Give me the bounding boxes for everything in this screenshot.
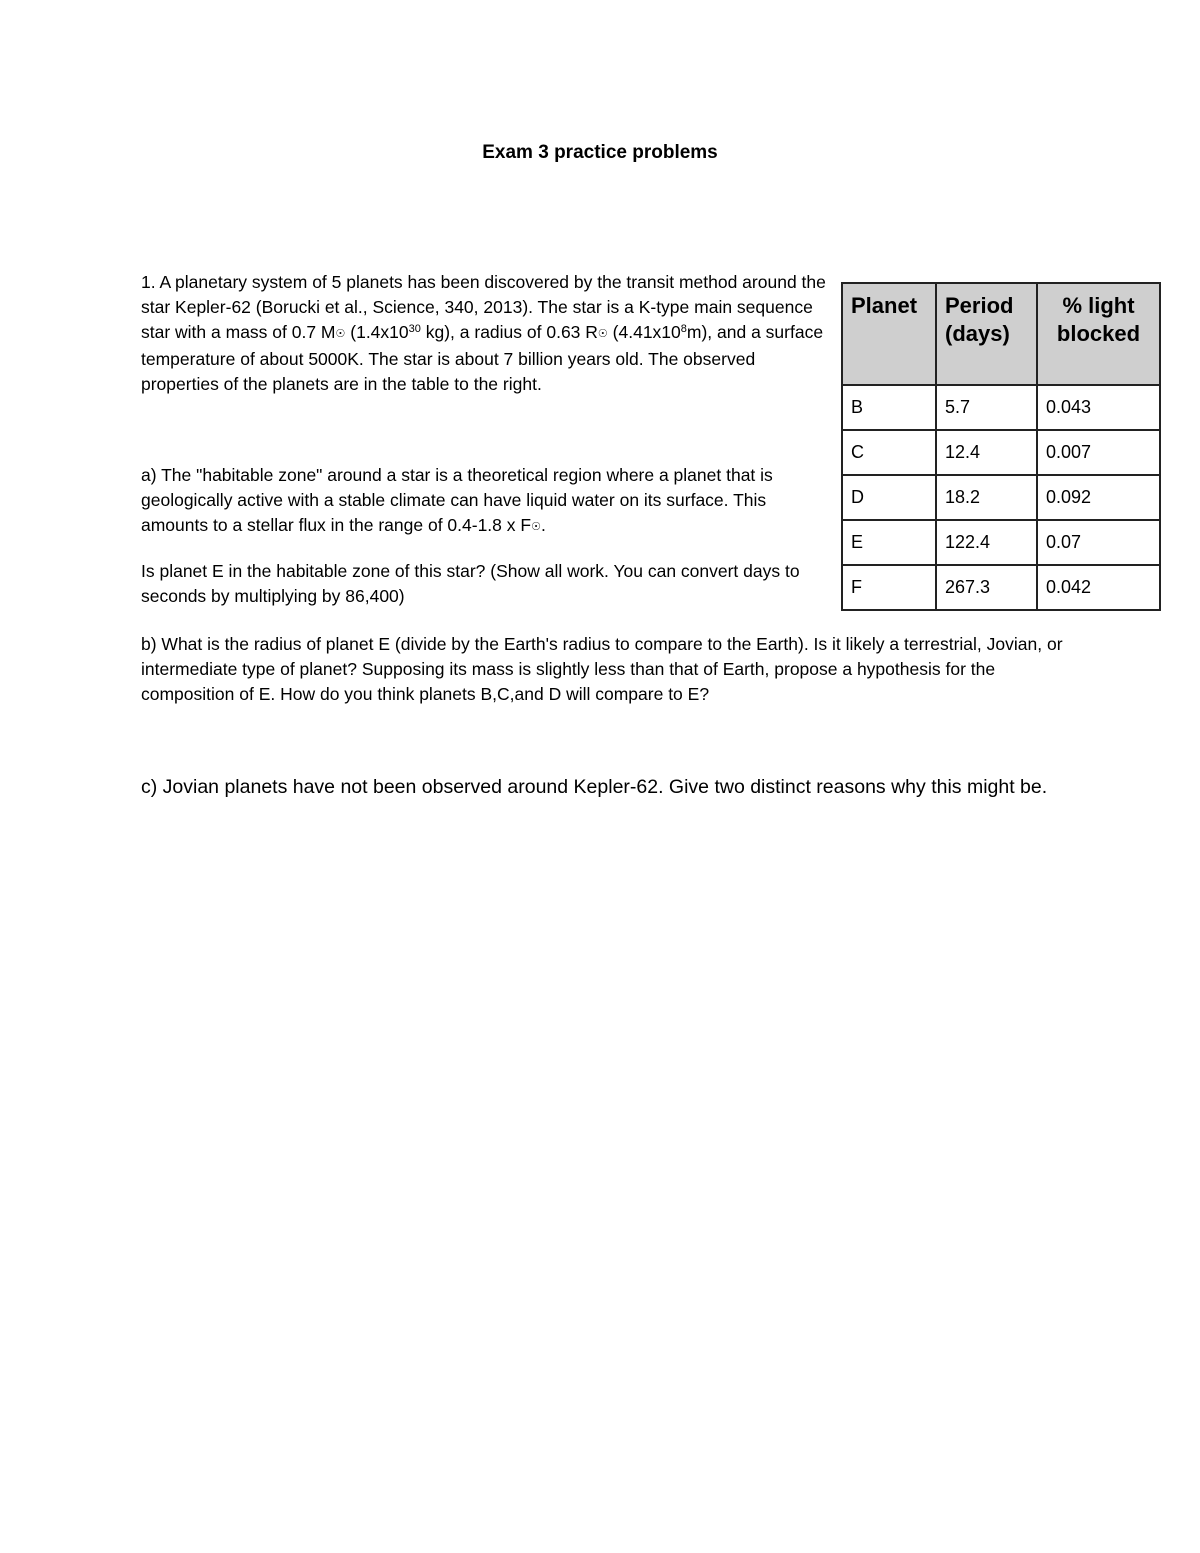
cell-planet: E [842,520,936,565]
header-planet: Planet [842,283,936,385]
table-row [842,565,1160,610]
planet-table [841,282,1161,611]
page-title: Exam 3 practice problems [482,142,718,163]
cell-light: 0.092 [1037,475,1160,520]
header-period: Period (days) [936,283,1037,385]
sun-symbol: ☉ [531,521,541,533]
part-b-text: b) What is the radius of planet E (divide by the Earth's radius to compare to the Earth). Is it likely a terrestrial, Jovian, or intermediate type of planet? Supposing its mass is slightly less than that of Earth, propose a hypothesis for the composition of E. How do you think planets B,C,and D will compare to E? [141,634,1063,704]
cell-light: 0.042 [1037,565,1160,610]
header-light-blocked: % light blocked [1037,283,1160,385]
cell-period: 5.7 [936,385,1037,430]
cell-planet: B [842,385,936,430]
cell-planet: F [842,565,936,610]
table-row [842,430,1160,475]
part-a-question: Is planet E in the habitable zone of this star? (Show all work. You can convert days to seconds by multiplying by 86,400) [141,561,800,606]
cell-period: 267.3 [936,565,1037,610]
cell-planet: D [842,475,936,520]
cell-period: 18.2 [936,475,1037,520]
table-row [842,520,1160,565]
cell-light: 0.043 [1037,385,1160,430]
part-a-text: a) The "habitable zone" around a star is a theoretical region where a planet that is geologically active with a stable climate can have liquid water on its surface. This amounts to a stellar flux in the range of 0.4-1.8 x F☉. [141,465,773,535]
table-row [842,475,1160,520]
cell-light: 0.07 [1037,520,1160,565]
table-row [842,385,1160,430]
sun-symbol: ☉ [335,328,346,340]
cell-period: 122.4 [936,520,1037,565]
sun-symbol: ☉ [597,328,608,340]
table-header-row [842,283,1160,385]
part-c-text: c) Jovian planets have not been observed around Kepler-62. Give two distinct reasons why this might be. [141,776,1048,798]
problem-1-intro: 1. A planetary system of 5 planets has been discovered by the transit method around the star Kepler-62 (Borucki et al., Science, 340, 2013). The star is a K-type main sequence star with a mass of 0.7 M☉ ($1.4x10^{30}$ kg), a radius of 0.63 R☉ $(4.41x10^8m)$, and a surface temperature of about 5000K. The star is about 7 billion years old. The observed properties of the planets are in the table to the right. [141,272,826,394]
cell-period: 12.4 [936,430,1037,475]
cell-planet: C [842,430,936,475]
cell-light: 0.007 [1037,430,1160,475]
